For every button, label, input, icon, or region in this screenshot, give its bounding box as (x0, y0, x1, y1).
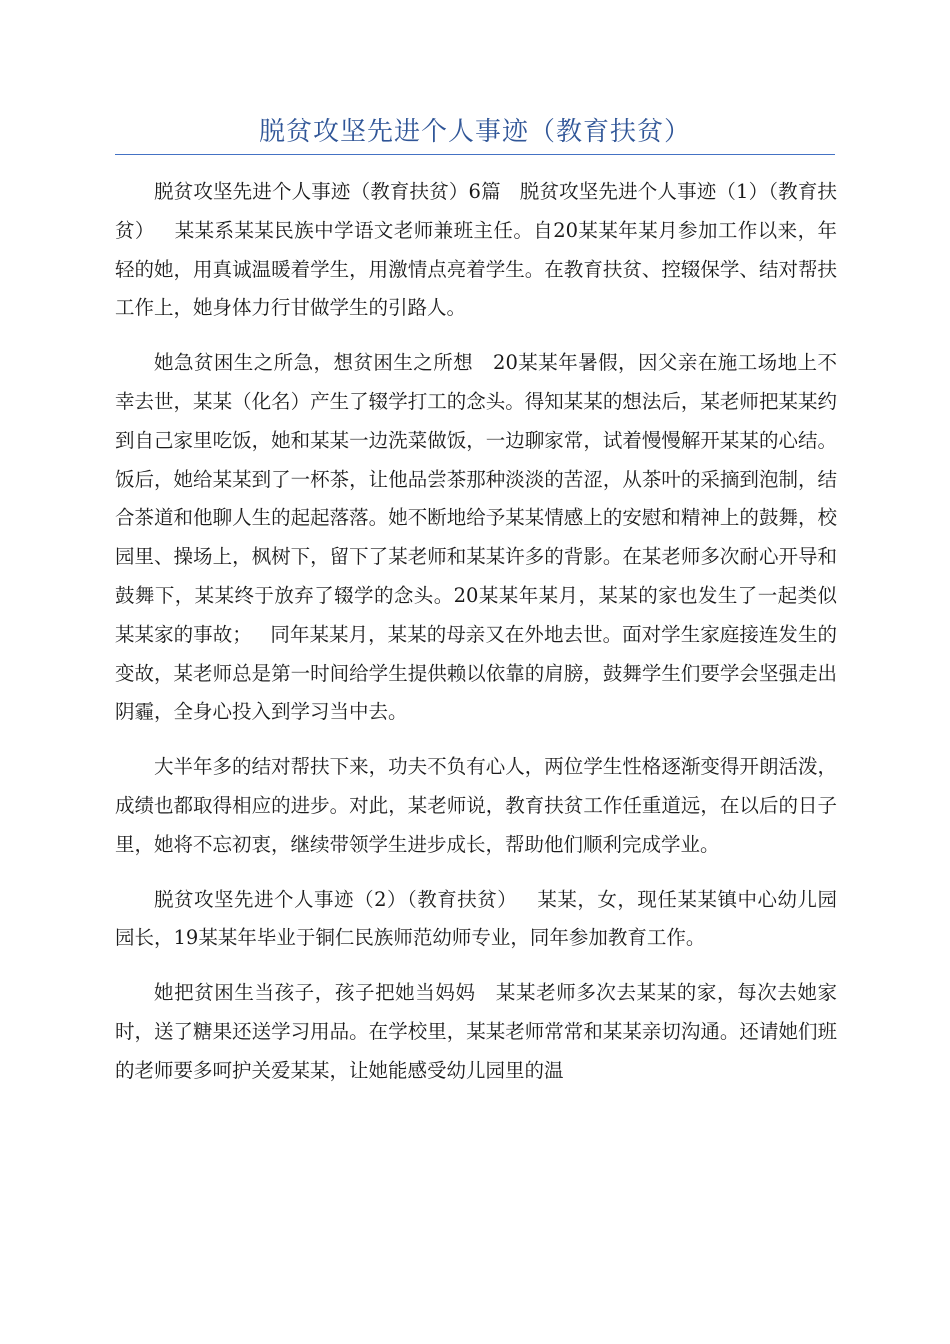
document-body (115, 173, 837, 1107)
paragraph-2: 她急贫困生之所急，想贫困生之所想 20某某年暑假，因父亲在施工场地上不幸去世，某某（化名）产生了辍学打工的念头。得知某某的想法后，某老师把某某约到自己家里吃饭，她和某某一边洗菜做饭，一边聊家常，试着慢慢解开某某的心结。饭后，她给某某到了一杯茶，让他品尝茶那种淡淡的苦涩，从茶叶的采摘到泡制，结合茶道和他聊人生的起起落落。她不断地给予某某情感上的安慰和精神上的鼓舞，校园里、操场上，枫树下，留下了某老师和某某许多的背影。在某老师多次耐心开导和鼓舞下，某某终于放弃了辍学的念头。20某某年某月，某某的家也发生了一起类似某某家的事故； 同年某某月，某某的母亲又在外地去世。面对学生家庭接连发生的变故，某老师总是第一时间给学生提供赖以依靠的肩膀，鼓舞学生们要学会坚强走出阴霾，全身心投入到学习当中去。 (115, 351, 837, 724)
paragraph-5: 她把贫困生当孩子，孩子把她当妈妈 某某老师多次去某某的家，每次去她家时，送了糖果还送学习用品。在学校里，某某老师常常和某某亲切沟通。还请她们班的老师要多呵护关爱某某，让她能感受幼儿园里的温 (115, 981, 837, 1082)
paragraph-3: 大半年多的结对帮扶下来，功夫不负有心人，两位学生性格逐渐变得开朗活泼，成绩也都取得相应的进步。对此，某老师说，教育扶贫工作任重道远，在以后的日子里，她将不忘初衷，继续带领学生进步成长，帮助他们顺利完成学业。 (115, 755, 837, 856)
paragraph-4: 脱贫攻坚先进个人事迹（2）（教育扶贫） 某某，女，现任某某镇中心幼儿园园长，19某某年毕业于铜仁民族师范幼师专业，同年参加教育工作。 (115, 887, 837, 950)
paragraph-1: 脱贫攻坚先进个人事迹（教育扶贫）6篇 脱贫攻坚先进个人事迹（1）（教育扶贫） 某某系某某民族中学语文老师兼班主任。自20某某年某月参加工作以来，年轻的她，用真诚温暖着学生，用激情点亮着学生。在教育扶贫、控辍保学、结对帮扶工作上，她身体力行甘做学生的引路人。 (115, 180, 837, 320)
title-underline (115, 154, 835, 155)
document-title: 脱贫攻坚先进个人事迹（教育扶贫） (258, 117, 691, 147)
